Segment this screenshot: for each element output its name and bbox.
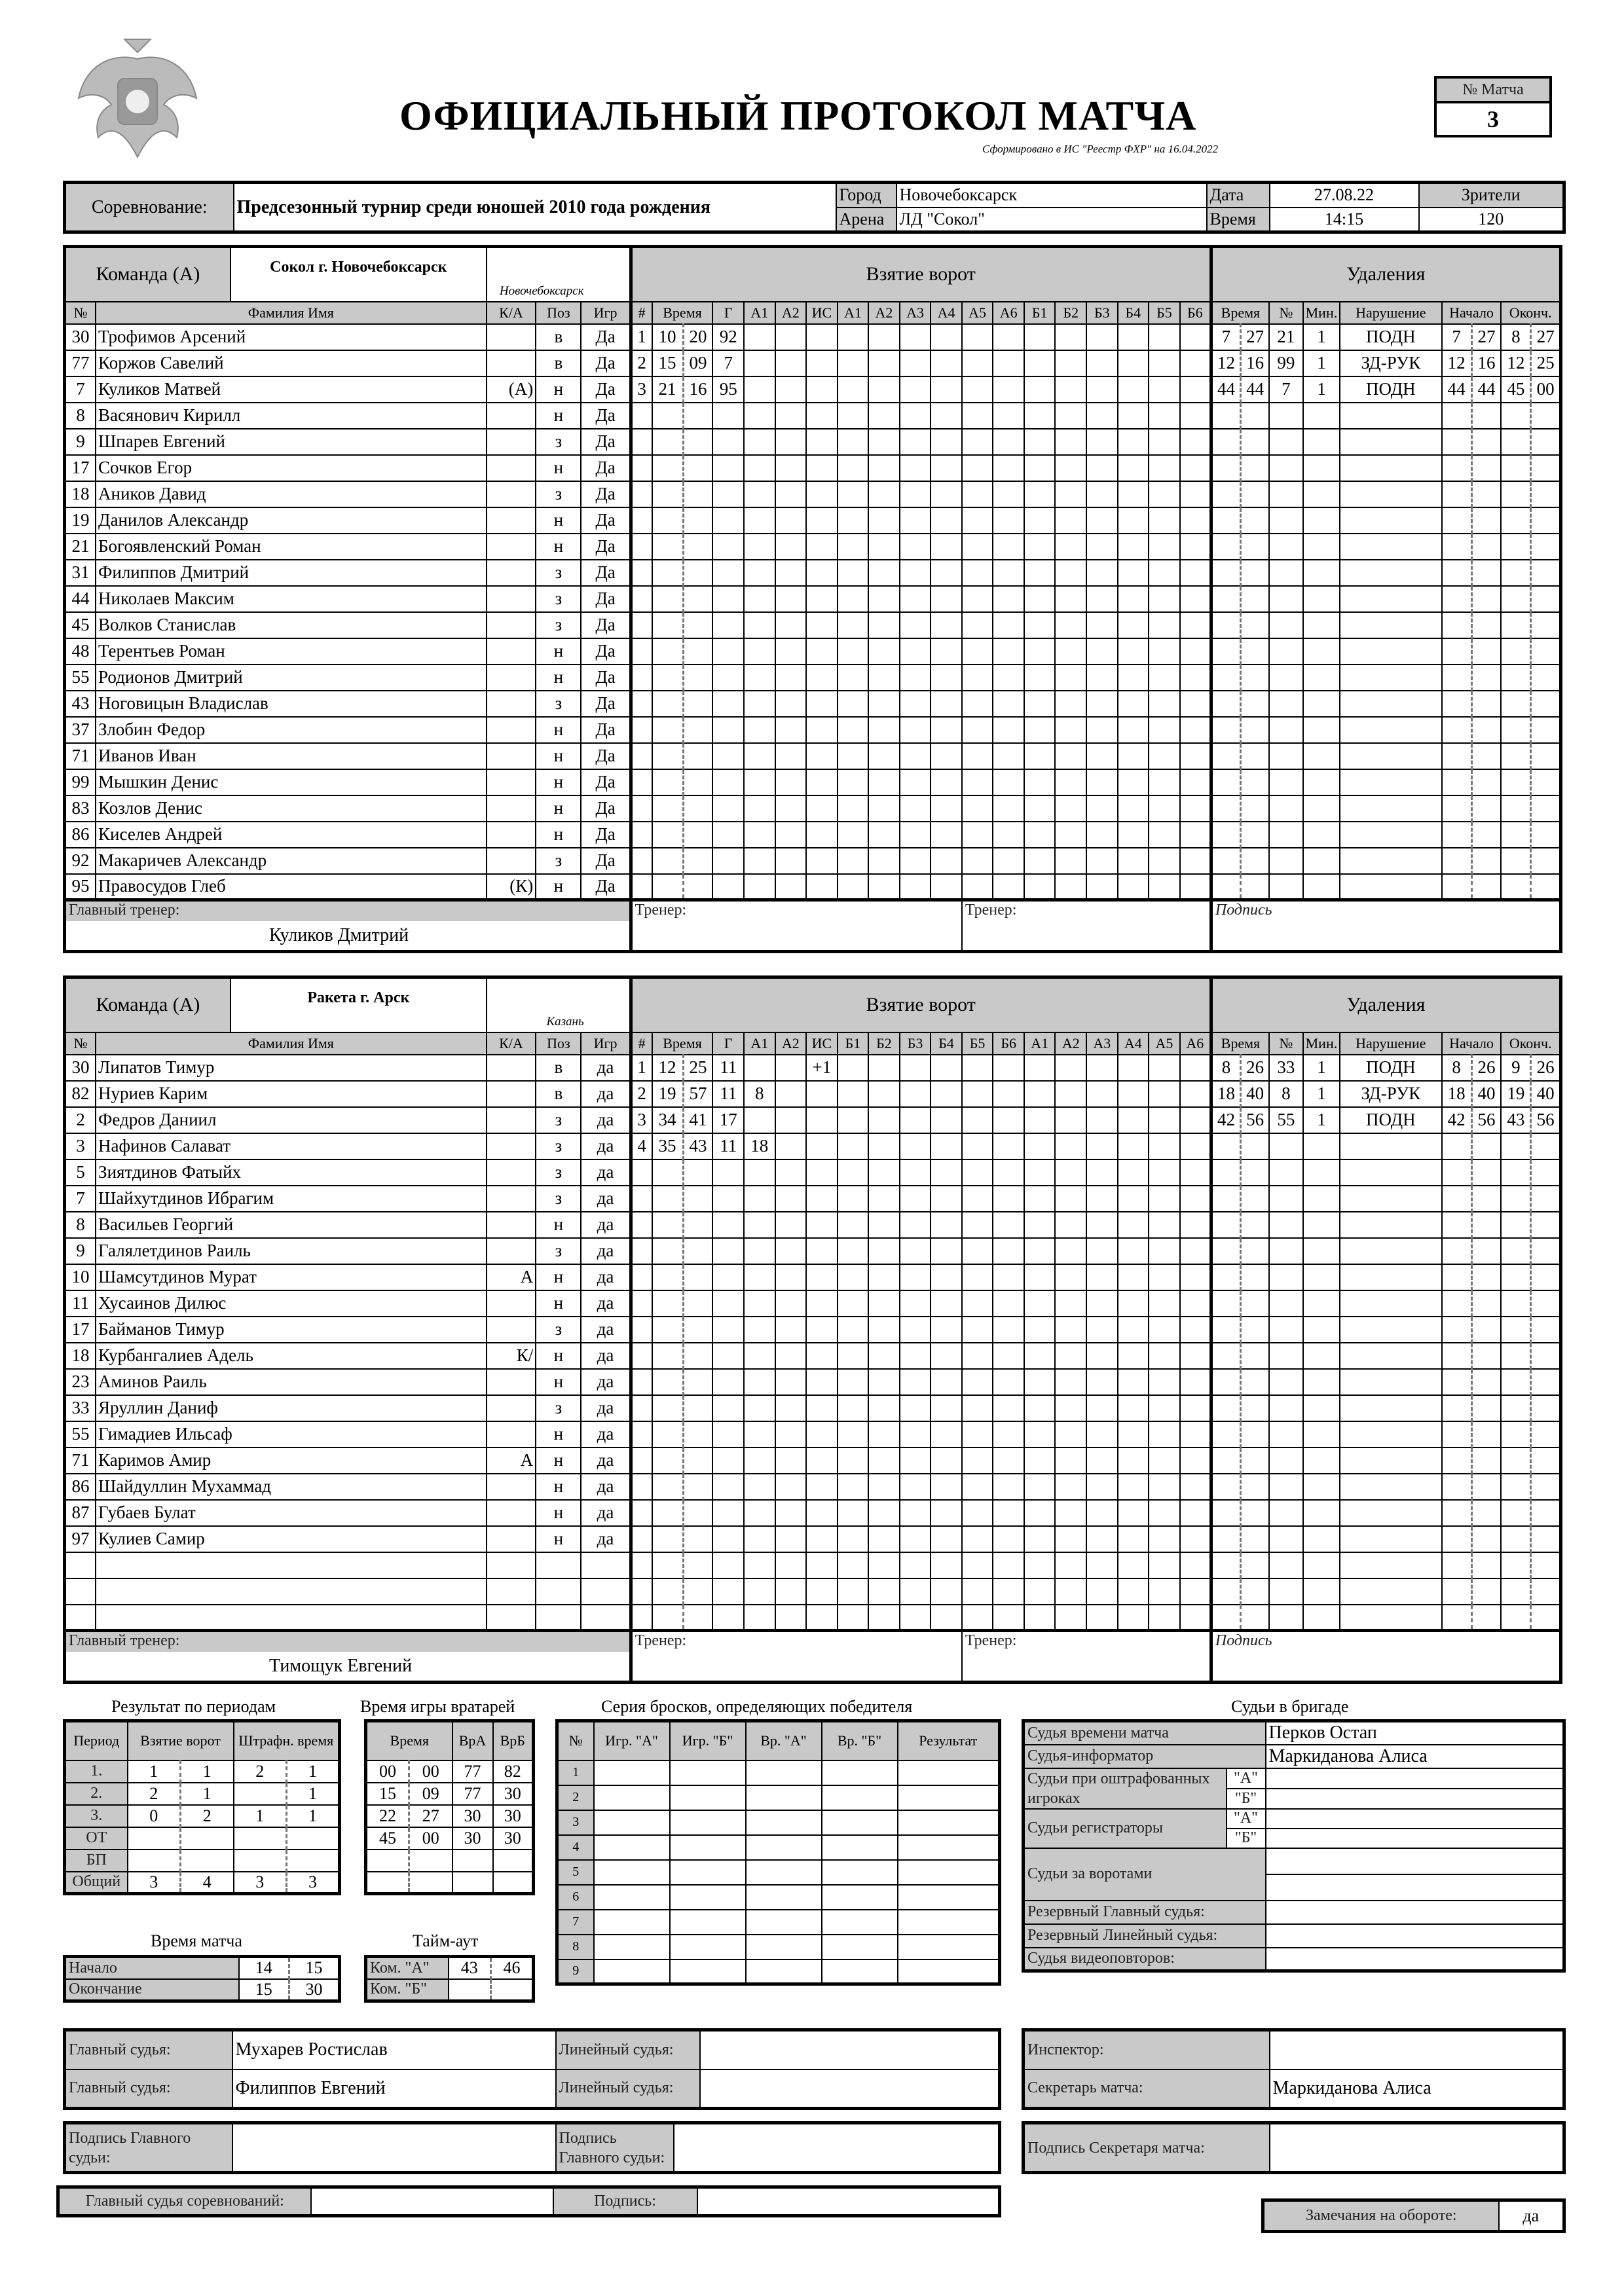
competition-name: Предсезонный турнир среди юношей 2010 года рождения bbox=[234, 183, 836, 232]
inspector-table: Инспектор: Секретарь матча: Маркиданова Алиса bbox=[1022, 2028, 1566, 2110]
player-row: 9 Шпарев Евгений з Да bbox=[65, 429, 1561, 455]
match-time-title: Время матча bbox=[151, 1931, 242, 1950]
player-row: 55 Родионов Дмитрий н Да bbox=[65, 665, 1561, 691]
player-row: 97 Кулиев Самир н да bbox=[65, 1526, 1561, 1552]
player-row: 18 Курбангалиев Адель К/ н да bbox=[65, 1343, 1561, 1369]
page-title: ОФИЦИАЛЬНЫЙ ПРОТОКОЛ МАТЧА bbox=[399, 92, 1197, 139]
referees-title: Судьи в бригаде bbox=[1231, 1697, 1349, 1716]
player-row: 9 Галялетдинов Раиль з да bbox=[65, 1238, 1561, 1264]
timeout-table: Ком. "А" 43 46 Ком. "Б" bbox=[364, 1955, 535, 2003]
shootout-table: № Игр. "А" Игр. "Б" Вр. "А" Вр. "Б" Результат 1 2 3 4 5 6 7 8 9 bbox=[555, 1719, 1001, 1986]
periods-title: Результат по периодам bbox=[111, 1697, 276, 1716]
player-row: 30 Липатов Тимур в да 1 12 25 11 +1 8 26 33 1 ПОДН 8 26 9 26 bbox=[65, 1055, 1561, 1081]
team-name: Сокол г. Новочебоксарск bbox=[270, 259, 447, 276]
remarks-box: Замечания на обороте: да bbox=[1261, 2198, 1566, 2233]
player-row: 45 Волков Станислав з Да bbox=[65, 612, 1561, 638]
player-row: 86 Шайдуллин Мухаммад н да bbox=[65, 1474, 1561, 1500]
team-name: Ракета г. Арск bbox=[307, 989, 410, 1006]
match-info: Соревнование: Предсезонный турнир среди юношей 2010 года рождения Город Новочебоксарск Дата 27.08.22 Зрители Арена ЛД "Сокол" Время 14:15 120 bbox=[63, 181, 1566, 234]
player-row: 7 Шайхутдинов Ибрагим з да bbox=[65, 1186, 1561, 1212]
head-coach: Куликов Дмитрий bbox=[269, 925, 409, 945]
main-referee-signatures: Подпись Главного судьи: Подпись Главного судьи: bbox=[63, 2121, 1001, 2174]
player-row: 19 Данилов Александр н Да bbox=[65, 507, 1561, 534]
player-row: 10 Шамсутдинов Мурат А н да bbox=[65, 1264, 1561, 1290]
player-row: 71 Иванов Иван н Да bbox=[65, 743, 1561, 769]
player-row: 99 Мышкин Денис н Да bbox=[65, 769, 1561, 795]
competition-referee: Главный судья соревнований: Подпись: bbox=[56, 2185, 1001, 2217]
arena: ЛД "Сокол" bbox=[896, 208, 1207, 232]
goals-header: Взятие ворот bbox=[631, 247, 1211, 302]
match-number: 3 bbox=[1435, 102, 1551, 136]
player-row: 55 Гимадиев Ильсаф н да bbox=[65, 1421, 1561, 1448]
player-row: 30 Трофимов Арсений в Да 1 10 20 92 7 27 21 1 ПОДН 7 27 8 27 bbox=[65, 324, 1561, 350]
player-row: 17 Сочков Егор н Да bbox=[65, 455, 1561, 481]
player-row: 7 Куликов Матвей (А) н Да 3 21 16 95 44 44 7 1 ПОДН 44 44 45 00 bbox=[65, 376, 1561, 403]
spectators: 120 bbox=[1419, 208, 1564, 232]
shootout-title: Серия бросков, определяющих победителя bbox=[601, 1697, 913, 1716]
remarks-value: да bbox=[1499, 2200, 1564, 2232]
head-coach: Тимощук Евгений bbox=[269, 1656, 413, 1676]
team-a-section: Команда (А) Сокол г. Новочебоксарск Новочебоксарск Взятие ворот Удаления № Фамилия Имя К/А Поз Игр # Время Г А1 А2 ИС А1 А2 А3 А4 А5 А6 Б1 Б2 Б3 Б4 Б5 Б6 Время № Мин. Нарушение Начало Оконч. 30 Трофимов Арсений в Да 1 10 20 92 7 27 21 1 ПОДН 7 27 8 27 77 Коржов Савелий в Да 2 15 09 7 12 16 99 1 ЗД-РУК 12 16 12 25 7 Куликов Матвей (А) н Да 3 21 16 95 44 44 7 1 ПОДН 44 44 45 00 8 Васянович Кирилл н Да 9 Шпарев Евгений з Да 17 Сочков Егор н Да 18 Аников Давид з Да 19 Данилов Александр н Да 21 Богоявленский Роман н Да 31 Филиппов Дмитрий з Да 44 Николаев Максим з Да 45 Волков Станислав з Да 48 Терентьев Роман н Да 55 Родионов Дмитрий н Да 43 Ноговицын Владислав з Да 37 Злобин Федор н Да 71 Иванов Иван н Да 99 Мышкин Денис н Да 83 Козлов Денис н Да 86 Киселев Андрей н Да 92 Макаричев Александр з Да 95 Правосудов Глеб (К) н Да Главный тренер: Куликов Дмитрий Тренер: Тренер: Подпись bbox=[63, 245, 1562, 953]
player-row: 31 Филиппов Дмитрий з Да bbox=[65, 560, 1561, 586]
goals-header: Взятие ворот bbox=[631, 977, 1211, 1032]
player-row: 48 Терентьев Роман н Да bbox=[65, 638, 1561, 665]
player-row: 82 Нуриев Карим в да 2 19 57 11 8 18 40 8 1 ЗД-РУК 18 40 19 40 bbox=[65, 1081, 1561, 1107]
player-row: 44 Николаев Максим з Да bbox=[65, 586, 1561, 612]
player-row: 77 Коржов Савелий в Да 2 15 09 7 12 16 99 1 ЗД-РУК 12 16 12 25 bbox=[65, 350, 1561, 376]
player-row: 17 Байманов Тимур з да bbox=[65, 1317, 1561, 1343]
referees-table: Судья времени матча Перков Остап Судья-информатор Маркиданова Алиса Судьи при оштрафованных игроках "А" "Б" Судьи регистраторы "А" "Б" Судьи за воротами Резервный Главный судья: Резервный Линейный судья: Судья видеоповторов: bbox=[1022, 1719, 1566, 1973]
player-row: 11 Хусаинов Дилюс н да bbox=[65, 1290, 1561, 1317]
timeout-title: Тайм-аут bbox=[413, 1931, 479, 1950]
player-row: 8 Васянович Кирилл н Да bbox=[65, 403, 1561, 429]
player-row: 95 Правосудов Глеб (К) н Да bbox=[65, 874, 1561, 900]
player-row: 37 Злобин Федор н Да bbox=[65, 717, 1561, 743]
match-date: 27.08.22 bbox=[1270, 183, 1419, 208]
player-row: 21 Богоявленский Роман н Да bbox=[65, 534, 1561, 560]
match-number-box: № Матча 3 bbox=[1434, 76, 1552, 137]
match-time-table: Начало 14 15 Окончание 15 30 bbox=[63, 1955, 341, 2003]
player-row bbox=[65, 1552, 1561, 1578]
player-row: 43 Ноговицын Владислав з Да bbox=[65, 691, 1561, 717]
city: Новочебоксарск bbox=[896, 183, 1207, 208]
goalies-table: Время ВрА ВрБ 00 00 77 82 15 09 77 30 22 27 30 30 45 00 30 30 bbox=[364, 1719, 535, 1895]
goalies-title: Время игры вратарей bbox=[360, 1697, 515, 1716]
player-row: 33 Яруллин Даниф з да bbox=[65, 1395, 1561, 1421]
player-row: 5 Зиятдинов Фатыйх з да bbox=[65, 1159, 1561, 1186]
player-row: 2 Федров Даниил з да 3 34 41 17 42 56 55 1 ПОДН 42 56 43 56 bbox=[65, 1107, 1561, 1133]
generated-note: Сформировано в ИС "Реестр ФХР" на 16.04.2022 bbox=[982, 143, 1219, 155]
player-row: 92 Макаричев Александр з Да bbox=[65, 848, 1561, 874]
team-city: Новочебоксарск bbox=[499, 283, 584, 298]
player-row: 86 Киселев Андрей н Да bbox=[65, 822, 1561, 848]
player-row: 87 Губаев Булат н да bbox=[65, 1500, 1561, 1526]
main-referees-table: Главный судья: Мухарев Ростислав Линейный судья: Главный судья: Филиппов Евгений Линейный судья: bbox=[63, 2028, 1001, 2110]
player-row: 3 Нафинов Салават з да 4 35 43 11 18 bbox=[65, 1133, 1561, 1159]
player-row bbox=[65, 1605, 1561, 1631]
match-time: 14:15 bbox=[1270, 208, 1419, 232]
team-b-section: Команда (А) Ракета г. Арск Казань Взятие ворот Удаления № Фамилия Имя К/А Поз Игр # Время Г А1 А2 ИС Б1 Б2 Б3 Б4 Б5 Б6 А1 А2 А3 А4 А5 А6 Время № Мин. Нарушение Начало Оконч. 30 Липатов Тимур в да 1 12 25 11 +1 8 26 33 1 ПОДН 8 26 9 26 82 Нуриев Карим в да 2 19 57 11 8 18 40 8 1 ЗД-РУК 18 40 19 40 2 Федров Даниил з да 3 34 41 17 42 56 55 1 ПОДН 42 56 43 56 3 Нафинов Салават з да 4 35 43 11 18 5 Зиятдинов Фатыйх з да 7 Шайхутдинов Ибрагим з да 8 Васильев Георгий н да 9 Галялетдинов Раиль з да 10 Шамсутдинов Мурат А н да 11 Хусаинов Дилюс н да 17 Байманов Тимур з да 18 Курбангалиев Адель К/ н да 23 Аминов Раиль н да 33 Яруллин Даниф з да 55 Гимадиев Ильсаф н да 71 Каримов Амир А н да 86 Шайдуллин Мухаммад н да 87 Губаев Булат н да 97 Кулиев Самир н да Главный тренер: Тимощук Евгений Тренер: Тренер: Подпись bbox=[63, 975, 1562, 1684]
federation-emblem-icon bbox=[72, 33, 203, 164]
periods-table: Период Взятие ворот Штрафн. время 1. 1 1 2 1 2. 2 1 1 3. 0 2 1 1 ОТ БП Общий 3 4 3 3 bbox=[63, 1719, 341, 1895]
penalties-header: Удаления bbox=[1211, 247, 1560, 302]
team-city: Казань bbox=[546, 1014, 584, 1029]
player-row: 71 Каримов Амир А н да bbox=[65, 1448, 1561, 1474]
player-row: 18 Аников Давид з Да bbox=[65, 481, 1561, 507]
secretary-signature: Подпись Секретаря матча: bbox=[1022, 2121, 1566, 2174]
player-row: 23 Аминов Раиль н да bbox=[65, 1369, 1561, 1395]
player-row: 8 Васильев Георгий н да bbox=[65, 1212, 1561, 1238]
player-row bbox=[65, 1578, 1561, 1605]
penalties-header: Удаления bbox=[1211, 977, 1560, 1032]
player-row: 83 Козлов Денис н Да bbox=[65, 795, 1561, 822]
